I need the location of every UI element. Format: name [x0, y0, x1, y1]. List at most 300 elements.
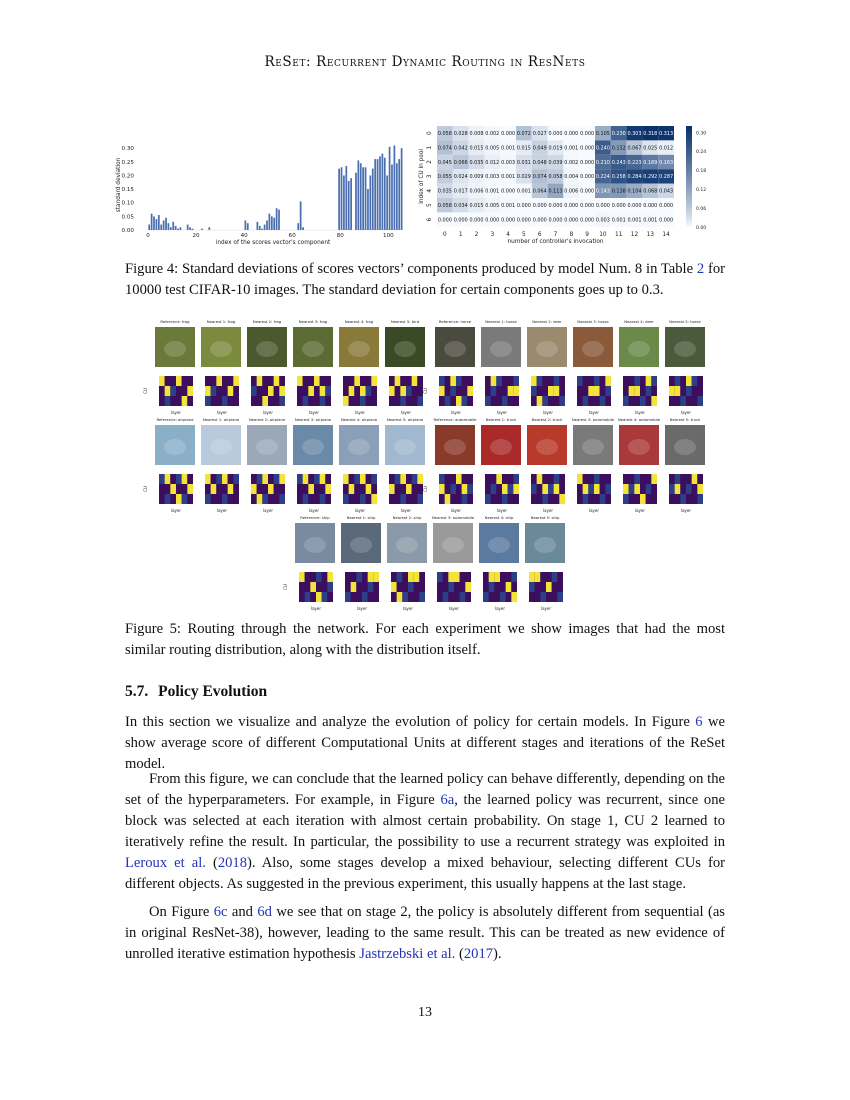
- routing-cell: [450, 474, 456, 484]
- routing-cell: [412, 484, 418, 494]
- routing-cell: [489, 572, 495, 582]
- figure-5: [135, 318, 715, 611]
- sample-image-detail: [302, 341, 324, 357]
- image-title: Nearest 3: horse: [577, 319, 609, 324]
- heatmap-cell-label: 0.000: [564, 217, 579, 224]
- routing-cell: [640, 386, 646, 396]
- x-tick-label: 20: [192, 233, 200, 239]
- routing-cell: [646, 474, 652, 484]
- routing-cell: [651, 474, 657, 484]
- colorbar-tick-label: 0.00: [696, 225, 707, 231]
- routing-cell: [159, 494, 165, 504]
- routing-cell: [546, 572, 552, 582]
- routing-cell: [629, 386, 635, 396]
- routing-cell: [345, 572, 351, 582]
- section-heading: [125, 683, 267, 701]
- heatmap-cell-label: 0.230: [611, 131, 626, 137]
- routing-cell: [268, 396, 274, 406]
- routing-cell: [559, 376, 565, 386]
- image-title: Nearest 5: horse: [669, 319, 701, 324]
- routing-cell: [406, 396, 412, 406]
- sample-image-detail: [490, 341, 512, 357]
- heatmap-cell-label: 0.000: [643, 203, 658, 209]
- figure-6d-ref-link[interactable]: 6d: [257, 904, 272, 920]
- bar: [360, 163, 362, 230]
- routing-cell: [262, 494, 268, 504]
- bar: [398, 159, 400, 230]
- routing-cell: [314, 386, 320, 396]
- routing-x-label: layer: [448, 606, 460, 611]
- bar: [208, 227, 210, 230]
- routing-cell: [489, 592, 495, 602]
- routing-cell: [454, 582, 460, 592]
- routing-cell: [462, 484, 468, 494]
- routing-cell: [170, 386, 176, 396]
- routing-cell: [496, 376, 502, 386]
- routing-cell: [588, 474, 594, 484]
- routing-cell: [325, 386, 331, 396]
- image-title: Reference: automobile: [433, 417, 477, 422]
- paragraph-2: [125, 769, 725, 895]
- routing-cell: [500, 592, 506, 602]
- heatmap-cell-label: 0.034: [453, 203, 468, 209]
- routing-cell: [675, 396, 681, 406]
- routing-cell: [548, 396, 554, 406]
- routing-cell: [233, 386, 239, 396]
- figure-6a-ref-link[interactable]: 6a: [440, 792, 455, 808]
- routing-cell: [686, 484, 692, 494]
- p3-text-b: and: [231, 904, 253, 920]
- routing-cell: [554, 494, 560, 504]
- routing-x-label: layer: [450, 508, 462, 513]
- routing-cell: [211, 376, 217, 386]
- bar: [374, 159, 376, 230]
- routing-cell: [583, 386, 589, 396]
- bar: [165, 218, 167, 230]
- figure-4-caption: [125, 259, 725, 301]
- routing-cell: [697, 474, 703, 484]
- leroux-year-link[interactable]: 2018: [217, 855, 247, 871]
- routing-cell: [535, 582, 541, 592]
- routing-cell: [483, 572, 489, 582]
- bar: [192, 229, 194, 230]
- heatmap-cell-label: 0.074: [437, 145, 452, 152]
- routing-cell: [297, 376, 303, 386]
- y-tick-label: 0.10: [121, 200, 134, 207]
- routing-cell: [354, 474, 360, 484]
- heatmap-cell-label: 0.243: [611, 159, 626, 166]
- routing-cell: [268, 376, 274, 386]
- routing-cell: [305, 582, 311, 592]
- routing-cell: [623, 386, 629, 396]
- routing-cell: [228, 376, 234, 386]
- routing-cell: [187, 494, 193, 504]
- routing-cell: [456, 396, 462, 406]
- routing-cell: [308, 386, 314, 396]
- routing-cell: [299, 582, 305, 592]
- routing-cell: [485, 376, 491, 386]
- routing-x-label: layer: [170, 508, 182, 513]
- routing-cell: [366, 474, 372, 484]
- routing-cell: [640, 474, 646, 484]
- routing-cell: [222, 376, 228, 386]
- routing-cell: [437, 582, 443, 592]
- routing-cell: [634, 494, 640, 504]
- heatmap-cell-label: 0.028: [453, 131, 468, 137]
- routing-cell: [588, 386, 594, 396]
- routing-cell: [274, 376, 280, 386]
- routing-cell: [445, 376, 451, 386]
- routing-cell: [623, 396, 629, 406]
- bar: [384, 158, 386, 230]
- routing-cell: [692, 474, 698, 484]
- routing-panel: [143, 417, 425, 513]
- routing-cell: [448, 592, 454, 602]
- routing-cell: [233, 396, 239, 406]
- routing-cell: [496, 474, 502, 484]
- routing-cell: [513, 396, 519, 406]
- routing-cell: [325, 474, 331, 484]
- section-title: Policy Evolution: [158, 683, 268, 700]
- figure-4: [110, 118, 722, 250]
- image-title: Nearest 5: bird: [390, 319, 420, 324]
- routing-cell: [257, 376, 263, 386]
- routing-cell: [262, 484, 268, 494]
- routing-cell: [629, 376, 635, 386]
- paragraph-1: [125, 712, 725, 775]
- routing-cell: [502, 396, 508, 406]
- heatmap-cell-label: 0.000: [548, 131, 563, 137]
- routing-panel-y-label: CU: [423, 486, 428, 492]
- p3-paren-open: (: [458, 946, 464, 962]
- routing-cell: [419, 582, 425, 592]
- routing-cell: [640, 484, 646, 494]
- image-title: Nearest 2: truck: [531, 417, 563, 422]
- routing-cell: [362, 572, 368, 582]
- routing-cell: [368, 592, 374, 602]
- routing-cell: [508, 396, 514, 406]
- routing-cell: [389, 376, 395, 386]
- sample-image-detail: [582, 439, 604, 455]
- routing-cell: [686, 386, 692, 396]
- sample-image-detail: [674, 341, 696, 357]
- routing-cell: [594, 396, 600, 406]
- routing-cell: [400, 376, 406, 386]
- routing-cell: [675, 474, 681, 484]
- routing-cell: [222, 494, 228, 504]
- routing-cell: [559, 494, 565, 504]
- heatmap-cell-label: 0.113: [548, 188, 563, 195]
- routing-cell: [692, 386, 698, 396]
- routing-cell: [669, 484, 675, 494]
- bar: [355, 173, 357, 230]
- heatmap-cell-label: 0.000: [595, 203, 610, 209]
- routing-cell: [351, 582, 357, 592]
- routing-cell: [443, 572, 449, 582]
- routing-cell: [228, 386, 234, 396]
- routing-cell: [373, 572, 379, 582]
- jastrzebski-year-link[interactable]: 2017: [463, 946, 494, 962]
- routing-cell: [297, 386, 303, 396]
- heatmap-cell-label: 0.000: [453, 217, 468, 224]
- routing-cell: [360, 386, 366, 396]
- figure-5-caption: [125, 619, 725, 661]
- routing-cell: [529, 572, 535, 582]
- heatmap-cell-label: 0.138: [611, 188, 626, 195]
- routing-cell: [408, 582, 414, 592]
- routing-cell: [216, 474, 222, 484]
- routing-cell: [502, 494, 508, 504]
- routing-cell: [320, 494, 326, 504]
- image-title: Nearest 3: frog: [298, 319, 328, 324]
- routing-cell: [483, 582, 489, 592]
- routing-cell: [467, 484, 473, 494]
- routing-cell: [542, 386, 548, 396]
- routing-cell: [408, 592, 414, 602]
- routing-cell: [697, 396, 703, 406]
- routing-panel: [283, 515, 565, 611]
- sample-image-detail: [488, 537, 510, 553]
- routing-cell: [531, 484, 537, 494]
- routing-cell: [506, 592, 512, 602]
- heatmap-cell-label: 0.012: [485, 159, 500, 166]
- cu-heatmap: [419, 126, 706, 245]
- routing-cell: [491, 396, 497, 406]
- routing-cell: [297, 474, 303, 484]
- heatmap-x-tick-label: 13: [646, 231, 654, 238]
- routing-cell: [216, 494, 222, 504]
- heatmap-cell-label: 0.132: [611, 145, 626, 152]
- routing-x-label: layer: [542, 508, 554, 513]
- routing-cell: [211, 494, 217, 504]
- routing-cell: [400, 396, 406, 406]
- heatmap-cell-label: 0.163: [659, 159, 674, 166]
- table-2-ref-link[interactable]: 2: [696, 261, 705, 277]
- routing-cell: [456, 474, 462, 484]
- routing-cell: [605, 494, 611, 504]
- routing-cell: [485, 494, 491, 504]
- routing-cell: [448, 582, 454, 592]
- routing-cell: [485, 396, 491, 406]
- routing-cell: [513, 494, 519, 504]
- heatmap-cell-label: 0.064: [532, 188, 547, 195]
- y-tick-label: 0.15: [121, 187, 134, 194]
- image-title: Nearest 1: airplane: [202, 417, 240, 422]
- heatmap-cell-label: 0.000: [580, 174, 595, 181]
- routing-cell: [354, 376, 360, 386]
- bar: [341, 167, 343, 230]
- routing-cell: [395, 474, 401, 484]
- routing-x-label: layer: [262, 410, 274, 415]
- routing-cell: [491, 386, 497, 396]
- heatmap-y-tick-label: 0: [427, 131, 433, 136]
- routing-cell: [391, 572, 397, 582]
- routing-cell: [391, 582, 397, 592]
- routing-cell: [274, 474, 280, 484]
- heatmap-cell-label: 0.005: [485, 145, 500, 152]
- heatmap-cell-label: 0.000: [469, 217, 484, 224]
- routing-cell: [322, 572, 328, 582]
- heatmap-cell-label: 0.000: [501, 131, 516, 137]
- routing-cell: [251, 396, 257, 406]
- p2-text-d: ). Also, some stages develop a mixed behaviour, selecting different CUs for different objects. As suggested in the previous experiment, this usually happens at the last stage.: [125, 855, 726, 892]
- routing-cell: [262, 474, 268, 484]
- routing-cell: [412, 474, 418, 484]
- routing-cell: [559, 484, 565, 494]
- routing-cell: [502, 474, 508, 484]
- routing-cell: [351, 572, 357, 582]
- routing-cell: [439, 376, 445, 386]
- routing-cell: [462, 474, 468, 484]
- routing-cell: [351, 592, 357, 602]
- routing-cell: [465, 592, 471, 602]
- routing-cell: [205, 474, 211, 484]
- routing-cell: [308, 376, 314, 386]
- routing-cell: [531, 474, 537, 484]
- heatmap-cell-label: 0.015: [516, 145, 531, 152]
- routing-cell: [354, 386, 360, 396]
- heatmap-cell-label: 0.000: [548, 203, 563, 209]
- routing-cell: [465, 572, 471, 582]
- routing-cell: [552, 592, 558, 602]
- bar: [259, 226, 261, 230]
- routing-cell: [325, 376, 331, 386]
- routing-cell: [257, 386, 263, 396]
- routing-cell: [262, 396, 268, 406]
- routing-cell: [496, 494, 502, 504]
- routing-cell: [494, 592, 500, 602]
- heatmap-cell-label: 0.066: [453, 159, 468, 166]
- p2-text-a: From this figure, we can conclude that the learned policy can behave differently, depending on the set of the hyperparameters. For example, in Figure: [125, 771, 725, 808]
- heatmap-cell-label: 0.000: [580, 203, 595, 209]
- routing-cell: [600, 396, 606, 406]
- routing-cell: [356, 592, 362, 602]
- heatmap-cell-label: 0.258: [611, 174, 626, 181]
- routing-cell: [373, 582, 379, 592]
- heatmap-cell-label: 0.003: [595, 217, 610, 224]
- routing-x-label: layer: [634, 410, 646, 415]
- routing-cell: [366, 396, 372, 406]
- routing-cell: [675, 494, 681, 504]
- routing-cell: [417, 494, 423, 504]
- routing-cell: [651, 376, 657, 386]
- heatmap-cell-label: 0.019: [548, 145, 563, 152]
- image-title: Nearest 1: frog: [206, 319, 236, 324]
- bar: [391, 165, 393, 230]
- routing-cell: [485, 386, 491, 396]
- bar: [257, 222, 259, 230]
- routing-x-label: layer: [540, 606, 552, 611]
- routing-cell: [467, 396, 473, 406]
- bar: [362, 167, 364, 230]
- routing-cell: [537, 386, 543, 396]
- figure-6-ref-link[interactable]: 6: [695, 714, 703, 730]
- bar: [343, 175, 345, 230]
- heatmap-x-tick-label: 7: [553, 231, 558, 238]
- routing-cell: [577, 386, 583, 396]
- routing-cell: [502, 484, 508, 494]
- routing-cell: [402, 592, 408, 602]
- heatmap-y-tick-label: 6: [427, 217, 433, 222]
- routing-cell: [327, 572, 333, 582]
- bar: [187, 225, 189, 230]
- routing-cell: [343, 376, 349, 386]
- routing-x-label: layer: [310, 606, 322, 611]
- routing-cell: [531, 396, 537, 406]
- routing-cell: [419, 572, 425, 582]
- figure-6c-ref-link[interactable]: 6c: [213, 904, 228, 920]
- routing-cell: [680, 376, 686, 386]
- routing-cell: [594, 494, 600, 504]
- routing-cell: [439, 396, 445, 406]
- routing-x-label: layer: [496, 410, 508, 415]
- page-number: 13: [418, 1005, 432, 1020]
- routing-cell: [692, 376, 698, 386]
- jastrzebski-citation-link[interactable]: Jastrzebski et al.: [359, 946, 456, 962]
- heatmap-cell-label: 0.003: [485, 174, 500, 181]
- routing-cell: [583, 474, 589, 484]
- heatmap-y-tick-label: 2: [427, 160, 433, 164]
- bar: [158, 215, 160, 230]
- heatmap-x-tick-label: 9: [585, 231, 589, 238]
- routing-cell: [454, 592, 460, 602]
- leroux-citation-link[interactable]: Leroux et al.: [125, 855, 206, 871]
- routing-cell: [508, 484, 514, 494]
- routing-cell: [554, 376, 560, 386]
- routing-cell: [170, 396, 176, 406]
- routing-cell: [594, 376, 600, 386]
- heatmap-x-tick-label: 0: [443, 231, 447, 238]
- routing-x-label: layer: [216, 410, 228, 415]
- routing-cell: [322, 592, 328, 602]
- routing-cell: [216, 396, 222, 406]
- routing-cell: [205, 376, 211, 386]
- routing-cell: [400, 386, 406, 396]
- routing-cell: [588, 494, 594, 504]
- routing-cell: [600, 376, 606, 386]
- sample-image-detail: [536, 439, 558, 455]
- routing-cell: [400, 494, 406, 504]
- routing-cell: [325, 396, 331, 406]
- heatmap-cell-label: 0.303: [627, 131, 642, 137]
- routing-cell: [669, 386, 675, 396]
- bar: [396, 163, 398, 230]
- routing-x-label: layer: [588, 508, 600, 513]
- routing-cell: [320, 386, 326, 396]
- routing-cell: [450, 386, 456, 396]
- routing-cell: [400, 474, 406, 484]
- routing-cell: [506, 582, 512, 592]
- routing-cell: [548, 494, 554, 504]
- heatmap-cell-label: 0.000: [532, 217, 547, 224]
- routing-cell: [362, 592, 368, 602]
- heatmap-cell-label: 0.001: [516, 188, 531, 195]
- routing-cell: [366, 484, 372, 494]
- routing-cell: [588, 484, 594, 494]
- image-title: Nearest 4: deer: [624, 319, 654, 324]
- routing-cell: [211, 386, 217, 396]
- heatmap-cell-label: 0.224: [595, 174, 610, 181]
- routing-cell: [554, 386, 560, 396]
- routing-cell: [450, 494, 456, 504]
- bar: [201, 229, 203, 230]
- routing-cell: [634, 376, 640, 386]
- routing-cell: [176, 474, 182, 484]
- image-title: Reference: airplane: [156, 417, 194, 422]
- heatmap-cell-label: 0.058: [548, 174, 563, 181]
- heatmap-cell-label: 0.105: [595, 131, 610, 137]
- heatmap-cell-label: 0.292: [643, 174, 658, 181]
